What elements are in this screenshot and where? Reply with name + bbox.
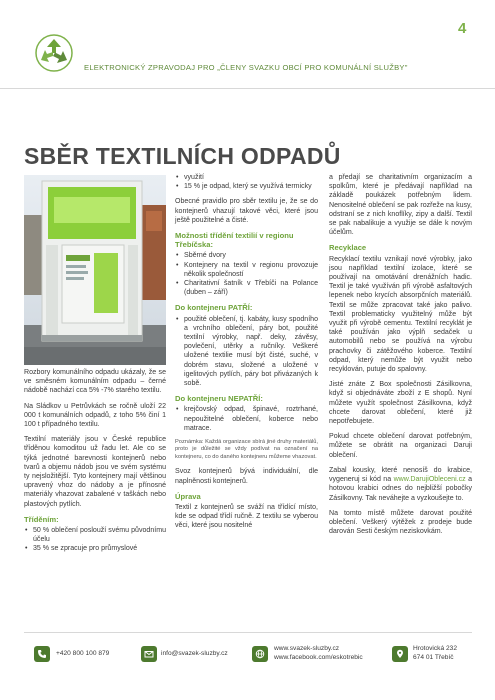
text: a hotovou krabici odnes do nejbližší pobočky Zásilkovny. Tak neváhejte a vyzkoušejte to. [329,476,472,502]
list-item: • Kontejnery na textil v regionu provozuje několik společností [184,261,318,279]
text: Zabal kousky, které nenosíš do krabice, vygeneruj si kód na [329,466,472,484]
footer-address-line2: 674 01 Třebíč [413,654,454,661]
subheading-uprava: Úprava [175,491,201,501]
column-1 [24,368,166,560]
list-item: • 35 % se zpracuje pro průmyslové [33,544,166,553]
footer-address-line1: Hrotovická 232 [413,645,457,652]
list-item: • použité oblečení, tj. kabáty, kusy spodního a vrchního oblečení, páry bot, použité textilní výrobky, např. deky, závěsy, povlečení, utěrky a ručníky. Veškeré uložené textilie musí být čisté, suché, v dobrém stavu, složené a uložené v igelitových pytlích, páry bot přivázaných k sobě. [184,315,318,389]
footer-facebook[interactable]: www.facebook.com/eskotrebic [274,654,363,661]
intro-paragraph: Rozbory komunálního odpadu ukázaly, že se ve směsném komunálním odpadu – černé nádobě nachází cca 5% -7% starého textilu. [24,369,166,395]
list-item: • Sběrné dvory [184,251,318,260]
daruji-obleceni-link[interactable]: www.DarujiObleceni.cz [393,476,466,484]
subheading-trideni: Tříděním: [24,514,59,524]
list-item-continued [184,173,318,182]
list-item-text: využití [184,174,204,181]
web-icon [252,646,268,662]
paragraph: a předají se charitativním organizacím a spolkům, které je předávají například na základě poukázek potřebným lidem. Nenositelné oblečení se pak rozřeže na kusy, odstraní se z nich knoflíky, zipy a další. Textil se pak nabalikuje a využije se dále k novým účelům. [329,174,472,237]
patri-list [175,315,318,389]
footer-phone: +420 800 100 879 [56,650,110,657]
footer-divider [24,632,472,633]
paragraph: Pokud chcete oblečení darovat potřebným, můžete se obrátit na organizaci Daruji oblečení. [329,433,472,459]
page-number: 4 [458,20,467,37]
column-3 [329,173,472,542]
subheading-recyklace: Recyklace [329,243,367,253]
moznosti-list [175,251,318,297]
list-item: • Charitativní šatník v Třebíči na Polance (duben – září) [184,279,318,297]
paragraph: Textilní materiály jsou v České republice tříděnou komoditou už řadu let. Ale co se týká jednotné barevnosti kontejnerů nebo tvarů a objemu nádob jsou ve svém systému ty nejsložitější. Tyto kontejnery mají většinou upravený vhoz do nádoby a je přínosné materiály vhazovat zabalené v taškách nebo plastových pytlích. [24,436,166,508]
article-title: SBĚR TEXTILNÍCH ODPADŮ [24,143,341,169]
paragraph [329,466,472,503]
trideni-list [24,526,166,554]
paragraph: Obecné pravidlo pro sběr textilu je, že se do kontejnerů vhazují takové věci, které jsou ještě použitelné a čisté. [175,198,318,224]
header-divider [0,88,495,89]
paragraph: Textil z kontejnerů se sváží na třídící místo, kde se odpad třídí ručně. Z textilu se vyberou věci, které jsou nositelné [175,503,318,530]
paragraph: Svoz kontejnerů bývá individuální, dle naplněnosti kontejnerů. [175,468,318,485]
column-2 [175,173,318,537]
textile-container-photo [24,175,166,365]
newsletter-title: ELEKTRONICKÝ ZPRAVODAJ PRO „ČLENY SVAZKU OBCÍ PRO KOMUNÁLNÍ SLUŽBY" [84,63,408,72]
paragraph: Na tomto místě můžete darovat použité oblečení. Veškerý výtěžek z prodeje bude darován Sesti českým neziskovkám. [329,509,472,536]
list-item: • krejčovský odpad, špinavé, roztrhané, nepoužitelné oblečení, koberce nebo matrace. [184,405,318,433]
footer-email[interactable]: info@svazek-sluzby.cz [161,650,228,657]
list-item: • 50 % oblečení poslouží svému původnímu účelu [33,526,166,544]
subheading-nepatri: Do kontejneru NEPATŘÍ: [175,394,263,404]
subheading-patri: Do kontejneru PATŘÍ: [175,303,253,313]
footer-web[interactable]: www.svazek-sluzby.cz [274,645,340,652]
list-item: • 15 % je odpad, který se využívá termicky [184,182,318,191]
recycle-logo-icon [34,33,74,73]
email-icon [141,646,157,662]
subheading-moznosti: Možnosti třídění textilií v regionu Třebíčska: [175,231,294,250]
note-paragraph: Poznámka: Každá organizace sbírá jiné druhy materiálů, proto je důležité se vždy podívat na označení na kontejneru, co do daného kontejneru můžeme vhazovat. [175,439,318,460]
paragraph: Jisté znáte Z Box společnosti Zásilkovna, když si objednáváte zboží z E shopů. Nyní můžete využít společnost Zásilkovna, když chcete darovat oblečení, které již nepotřebujete. [329,381,472,426]
paragraph: Na Sládkov u Petrůvkách se ročně uloží 22 000 t komunálních odpadů, z toho 5% činí 1 100 t případného textilu. [24,402,166,429]
nepatri-list [175,405,318,433]
phone-icon [34,646,50,662]
paragraph: Recyklací textilu vznikají nové výrobky, jako jsou například textilní izolace, které se používají na omotávání drenážních hadic. Textil je také využíván při výrobě asfaltových lepenek nebo krycích absorpčních materiálů. Textil se může zpracovat také jako palivo. Textil problematicky využitelný může být využit při výrobě cementu. Textilní recyklát je také používán jako výplň sedaček u automobilů nebo se používá na výrobu prachovky či zátěžového koberce. Textilní odpad, který nemůže být využit nebo recyklován, putuje do spalovny. [329,255,472,374]
location-icon [392,646,408,662]
trideni-list-continued [175,173,318,191]
